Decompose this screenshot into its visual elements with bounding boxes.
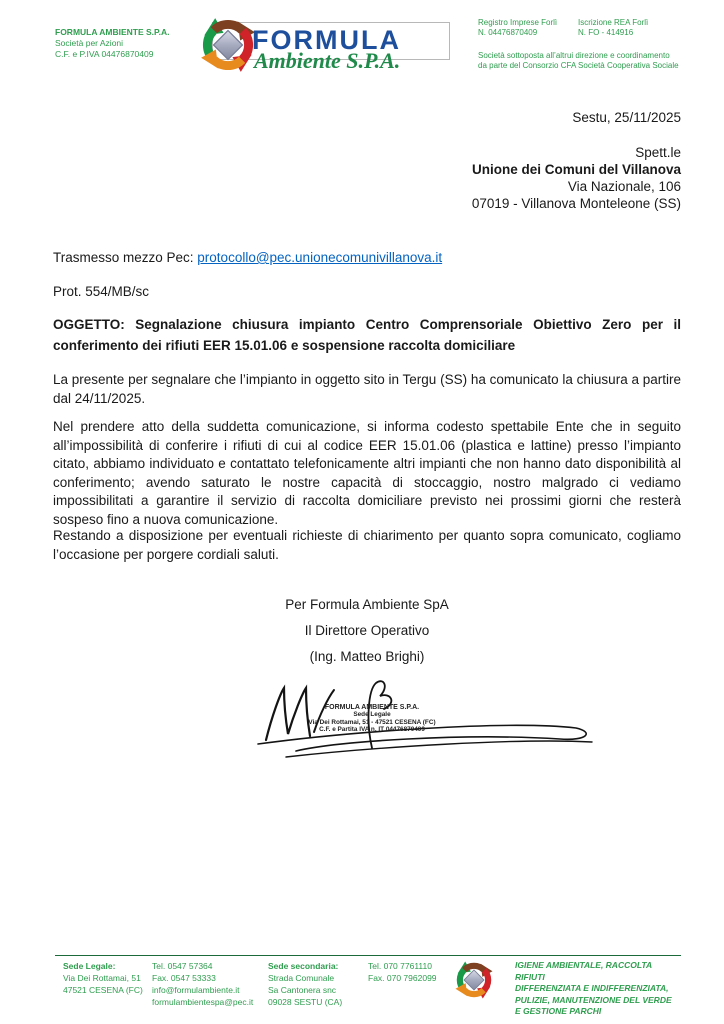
footer-services-line2: DIFFERENZIATA E INDIFFERENZIATA, <box>515 983 669 993</box>
footer-pec-email: formulambientespa@pec.it <box>152 997 254 1007</box>
paragraph-2: Nel prendere atto della suddetta comunicazione, si informa codesto spettabile Ente che in seguito all’impossibilità di conferire i rifiuti di cui al codice EER 15.01.06 (plastica e lattine) presso l’impianto citato, abbiamo individuato e contattato telefonicamente altri impianti che non hanno dato disponibilità al conferimento; avendo saturato le nostre capacità di stoccaggio, nostro malgrado ci vediamo impossibilitati a garantire il servizio di raccolta domiciliare previsto nei prossimi giorni che resterà sospeso fino a nuova comunicazione. <box>53 419 681 527</box>
stamp-line4: C.F. e Partita IVA n. IT 04476870409 <box>319 726 425 734</box>
paragraph-3: Restando a disposizione per eventuali richieste di chiarimento per quanto sopra comunicato, cogliamo l’occasione per porgere cordiali saluti. <box>53 528 681 562</box>
footer-legal-city: 47521 CESENA (FC) <box>63 985 143 995</box>
protocol-number: Prot. 554/MB/sc <box>53 284 150 299</box>
signature-block <box>53 592 681 670</box>
company-info-block <box>55 27 169 60</box>
pec-email-link[interactable]: protocollo@pec.unionecomunivillanova.it <box>197 250 443 265</box>
letter-date: Sestu, 25/11/2025 <box>572 110 681 125</box>
footer-contacts-cesena <box>152 960 253 1008</box>
recipient-name: Unione dei Comuni del Villanova <box>471 162 681 177</box>
footer-fax-cesena: Fax. 0547 53333 <box>152 973 216 983</box>
registry-rea-number: N. FO - 414916 <box>578 28 634 37</box>
recipient-city: 07019 - Villanova Monteleone (SS) <box>471 196 681 211</box>
formula-pinwheel-icon <box>196 13 260 77</box>
footer-contacts-sestu <box>368 960 437 984</box>
footer-legal-title: Sede Legale: <box>63 961 116 971</box>
footer-tel-sestu: Tel. 070 7761110 <box>368 961 432 971</box>
recipient-block <box>53 144 681 212</box>
footer-tel-cesena: Tel. 0547 57364 <box>152 961 213 971</box>
registry-rea-label: Iscrizione REA Forlì <box>578 18 649 27</box>
footer-secondary-street: Strada Comunale <box>268 973 335 983</box>
subject-line: OGGETTO: Segnalazione chiusura impianto Centro Comprensoriale Obiettivo Zero per il conferimento dei rifiuti EER 15.01.06 e sospensione raccolta domiciliare <box>53 317 681 353</box>
registry-note-line2: da parte del Consorzio CFA Società Cooperativa Sociale <box>478 61 679 70</box>
company-vat: C.F. e P.IVA 04476870409 <box>55 49 154 59</box>
stamp-line3: Via Dei Rottamai, 51 - 47521 CESENA (FC) <box>308 718 436 726</box>
signature-company: Per Formula Ambiente SpA <box>285 597 449 612</box>
footer-secondary-seat <box>268 960 342 1008</box>
company-name: FORMULA AMBIENTE S.P.A. <box>55 27 170 37</box>
stamp-line2: Sede Legale <box>353 711 391 719</box>
registry-imprese-label: Registro Imprese Forlì <box>478 18 558 27</box>
company-type: Società per Azioni <box>55 38 124 48</box>
footer-legal-street: Via Dei Rottamai, 51 <box>63 973 141 983</box>
registry-imprese-number: N. 04476870409 <box>478 28 538 37</box>
logo-subtitle: Ambiente S.P.A. <box>254 48 401 73</box>
footer-secondary-title: Sede secondaria: <box>268 961 339 971</box>
signature-role: Il Direttore Operativo <box>304 623 430 638</box>
footer-services-line3: PULIZIE, MANUTENZIONE DEL VERDE <box>515 994 672 1005</box>
recipient-address: Via Nazionale, 106 <box>567 179 681 194</box>
footer-services-line4: E GESTIONE PARCHI <box>515 1006 602 1016</box>
paragraph-1: La presente per segnalare che l’impianto in oggetto sito in Tergu (SS) ha comunicato la chiusura a partire dal 24/11/2025. <box>53 372 681 406</box>
footer-pinwheel-icon <box>452 958 496 1002</box>
footer-fax-sestu: Fax. 070 7962099 <box>368 973 437 983</box>
company-stamp <box>296 704 448 734</box>
recipient-salutation: Spett.le <box>635 145 681 160</box>
footer-email: info@formulambiente.it <box>152 985 240 995</box>
stamp-line1: FORMULA AMBIENTE S.P.A. <box>324 704 420 711</box>
footer-divider <box>55 955 681 956</box>
footer-services-block <box>515 960 683 1018</box>
registry-note-line1: Società sottoposta all’altrui direzione e coordinamento <box>478 51 670 60</box>
registry-block <box>478 18 693 71</box>
footer-secondary-locality: Sa Cantonera snc <box>268 985 337 995</box>
footer-services-line1: IGIENE AMBIENTALE, RACCOLTA RIFIUTI <box>515 960 652 982</box>
pec-line <box>53 248 681 267</box>
logo-wordmark: FORMULA <box>252 25 401 55</box>
footer-secondary-city: 09028 SESTU (CA) <box>268 997 343 1007</box>
signature-name: (Ing. Matteo Brighi) <box>309 649 425 664</box>
pec-label: Trasmesso mezzo Pec: <box>53 250 198 265</box>
footer-legal-seat <box>63 960 143 996</box>
